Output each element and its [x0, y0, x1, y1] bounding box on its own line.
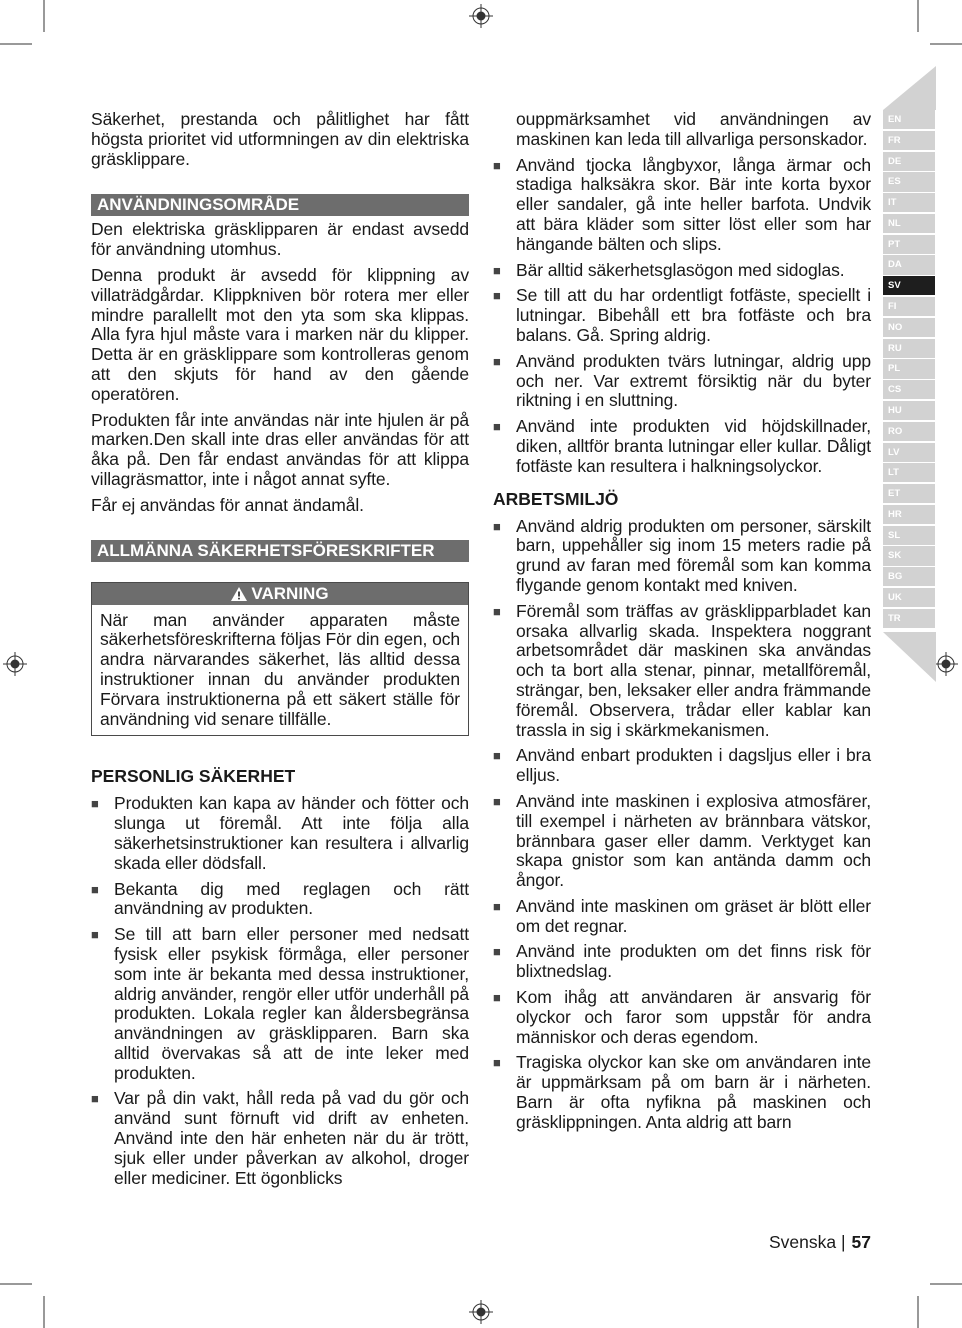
page-number: 57: [851, 1232, 871, 1252]
usage-paragraph: Den elektriska gräsklipparen är endast avsedd för användning utomhus.: [91, 219, 469, 260]
tab-language-hr[interactable]: HR: [883, 505, 935, 524]
warning-box: [91, 582, 469, 737]
list-item: ■ Använd enbart produkten i dagsljus eller i bra elljus.: [493, 745, 871, 786]
tab-language-cs[interactable]: CS: [883, 380, 935, 399]
list-item: ■ Använd inte maskinen i explosiva atmosfärer, till exempel i närheten av brännbara vätskor, brännbara gaser eller damm. Verktyget kan skapa gnistor som kan antända damm och ångor.: [493, 790, 871, 891]
tab-language-hu[interactable]: HU: [883, 401, 935, 420]
personal-safety-heading: PERSONLIG SÄKERHET: [91, 766, 296, 787]
tab-language-da[interactable]: DA: [883, 255, 935, 274]
square-bullet-icon: ■: [493, 518, 501, 534]
tab-language-de[interactable]: DE: [883, 152, 935, 171]
tab-language-fr[interactable]: FR: [883, 131, 935, 150]
square-bullet-icon: ■: [493, 288, 501, 304]
warning-text: När man använder apparaten måste säkerhetsföreskrifterna följas För din egen, och andra närvarandes säkerhet, läs alltid dessa instruktioner innan du använder produkten Förvara instruktionerna på ett säkert ställe för användning vid senare tillfälle.: [100, 609, 460, 729]
right-column: [493, 110, 871, 1139]
registration-mark-top: [469, 4, 493, 28]
list-item: ■ Bekanta dig med reglagen och rätt användning av produkten.: [91, 878, 469, 919]
square-bullet-icon: ■: [91, 1091, 99, 1107]
tab-panel-bottom-bevel: [883, 632, 936, 682]
intro-paragraph: Säkerhet, prestanda och pålitlighet har fått högsta prioritet vid utformningen av din elektriska gräsklippare.: [91, 109, 469, 169]
square-bullet-icon: ■: [493, 793, 501, 809]
language-tabs: [883, 110, 935, 630]
square-bullet-icon: ■: [493, 157, 501, 173]
tab-language-no[interactable]: NO: [883, 318, 935, 337]
list-item: ■ Tragiska olyckor kan ske om användaren inte är uppmärksam på om barn är i närheten. Barn är ofta nyfikna på maskinen och gräsklippningen. Anta aldrig att barn: [493, 1052, 871, 1132]
list-item: ■ Se till att barn eller personer med nedsatt fysisk eller psykisk förmåga, eller personer som inte är bekanta med dessa instruktioner, aldrig använder, rengör eller utför underhåll på produkten. Lokala regler kan åldersbegränsa användningen av gräsklipparen. Barn ska alltid övervakas så att de inte leker med produkten.: [91, 924, 469, 1083]
left-column: [91, 110, 469, 1194]
warning-title: VARNING: [251, 583, 329, 603]
tab-language-sl[interactable]: SL: [883, 526, 935, 545]
tab-language-bg[interactable]: BG: [883, 567, 935, 586]
list-item: ■ Föremål som träffas av gräsklipparbladet kan orsaka allvarlig skada. Inspektera noggrant arbetsområdet där maskinen ska användas och ta bort alla stenar, pinnar, metallföremål, strängar, ben, leksaker eller andra främmande föremål. Observera, trådar eller kablar kan trassla in sig i skärkmekanismen.: [493, 600, 871, 740]
tab-panel-top-bevel: [883, 66, 936, 110]
square-bullet-icon: ■: [493, 748, 501, 764]
list-item: ■ Använd tjocka långbyxor, långa ärmar och stadiga halksäkra skor. Bär inte korta byxor eller sandaler, gå inte heller barfota. Undvik att bära kläder som sitter löst eller som har hängande bälten och slips.: [493, 154, 871, 254]
warning-triangle-icon: [231, 587, 247, 601]
continuation-text: ouppmärksamhet vid användningen av maskinen kan leda till allvarliga personskador.: [516, 109, 871, 149]
square-bullet-icon: ■: [493, 898, 501, 914]
list-item: ■ Använd inte produkten vid höjdskillnader, diken, alltför branta lutningar eller kullar. Dåligt fotfäste kan resultera i halkningsolyckor.: [493, 416, 871, 476]
list-item: ■ Använd produkten tvärs lutningar, aldrig upp och ner. Var extremt försiktig när du byter riktning i en sluttning.: [493, 350, 871, 411]
square-bullet-icon: ■: [91, 881, 99, 897]
list-item: ■ Använd inte maskinen om gräset är blött eller om det regnar.: [493, 895, 871, 936]
square-bullet-icon: ■: [493, 419, 501, 435]
page-footer: [769, 1231, 871, 1253]
tab-language-lv[interactable]: LV: [883, 443, 935, 462]
tab-language-lt[interactable]: LT: [883, 463, 935, 482]
square-bullet-icon: ■: [91, 927, 99, 943]
square-bullet-icon: ■: [493, 353, 501, 369]
footer-language: Svenska |: [769, 1232, 846, 1252]
tab-language-pt[interactable]: PT: [883, 235, 935, 254]
registration-mark-bottom: [469, 1300, 493, 1324]
personal-safety-list: [91, 794, 469, 1188]
list-item: ■ Var på din vakt, håll reda på vad du gör och använd sunt förnuft vid drift av enheten. Använd inte den här enheten när du är trött, sjuk eller under påverkan av alkohol, droger eller mediciner. Ett ögonblicks: [91, 1088, 469, 1188]
tab-language-tr[interactable]: TR: [883, 609, 935, 628]
usage-heading: ANVÄNDNINGSOMRÅDE: [91, 194, 469, 216]
list-item: ■ Bär alltid säkerhetsglasögon med sidoglas.: [493, 259, 845, 280]
list-item: ■ Produkten kan kapa av händer och fötter och slunga ut föremål. Att inte följa alla säkerhetsinstruktioner kan resultera i allvarlig skada eller dödsfall.: [91, 793, 469, 873]
tab-language-et[interactable]: ET: [883, 484, 935, 503]
usage-paragraph: Får ej användas för annat ändamål.: [91, 494, 364, 515]
square-bullet-icon: ■: [493, 1055, 501, 1071]
tab-language-ru[interactable]: RU: [883, 339, 935, 358]
tab-language-ro[interactable]: RO: [883, 422, 935, 441]
warning-header: [92, 583, 468, 605]
registration-mark-left: [3, 652, 27, 676]
personal-safety-list-cont: [493, 156, 871, 477]
list-item: ■ Kom ihåg att användaren är ansvarig för olyckor och faror som uppstår för andra människor och deras egendom.: [493, 987, 871, 1047]
tab-language-it[interactable]: IT: [883, 193, 935, 212]
usage-paragraph: Denna produkt är avsedd för klippning av villaträdgårdar. Klippkniven bör rotera mer eller mindre parallellt mot den yta som ska klippas. Alla fyra hjul måste vara i marken när du klipper. Detta är en gräsklippare som kontrolleras genom att den skjuts för hand av den gående operatören.: [91, 264, 469, 404]
work-environment-list: [493, 517, 871, 1133]
tab-language-pl[interactable]: PL: [883, 359, 935, 378]
list-item: ■ Använd aldrig produkten om personer, särskilt barn, uppehåller sig inom 15 meters radie på grund av faran med föremål som kan komma flygande genom kontakt med kniven.: [493, 515, 871, 595]
tab-language-sk[interactable]: SK: [883, 546, 935, 565]
tab-language-sv[interactable]: SV: [883, 276, 935, 295]
usage-paragraph: Produkten får inte användas när inte hjulen är på marken.Den skall inte dras eller användas för att åka på. Den får endast användas för att klippa villagräsmattor, inte i något annat syfte.: [91, 409, 469, 489]
square-bullet-icon: ■: [493, 603, 501, 619]
square-bullet-icon: ■: [493, 990, 501, 1006]
list-item: ■ Se till att du har ordentligt fotfäste, speciellt i lutningar. Bibehåll ett bra fotfäste och bra balans. Gå. Spring aldrig.: [493, 285, 871, 345]
registration-mark-right: [934, 652, 958, 676]
tab-language-uk[interactable]: UK: [883, 588, 935, 607]
work-environment-heading: ARBETSMILJÖ: [493, 488, 619, 509]
tab-language-nl[interactable]: NL: [883, 214, 935, 233]
square-bullet-icon: ■: [493, 944, 501, 960]
square-bullet-icon: ■: [493, 262, 501, 278]
square-bullet-icon: ■: [91, 796, 99, 812]
list-item: ■ Använd inte produkten om det finns risk för blixtnedslag.: [493, 941, 871, 982]
tab-language-fi[interactable]: FI: [883, 297, 935, 316]
tab-language-es[interactable]: ES: [883, 172, 935, 191]
general-safety-heading: ALLMÄNNA SÄKERHETSFÖRESKRIFTER: [91, 540, 469, 562]
tab-language-en[interactable]: EN: [883, 110, 935, 129]
